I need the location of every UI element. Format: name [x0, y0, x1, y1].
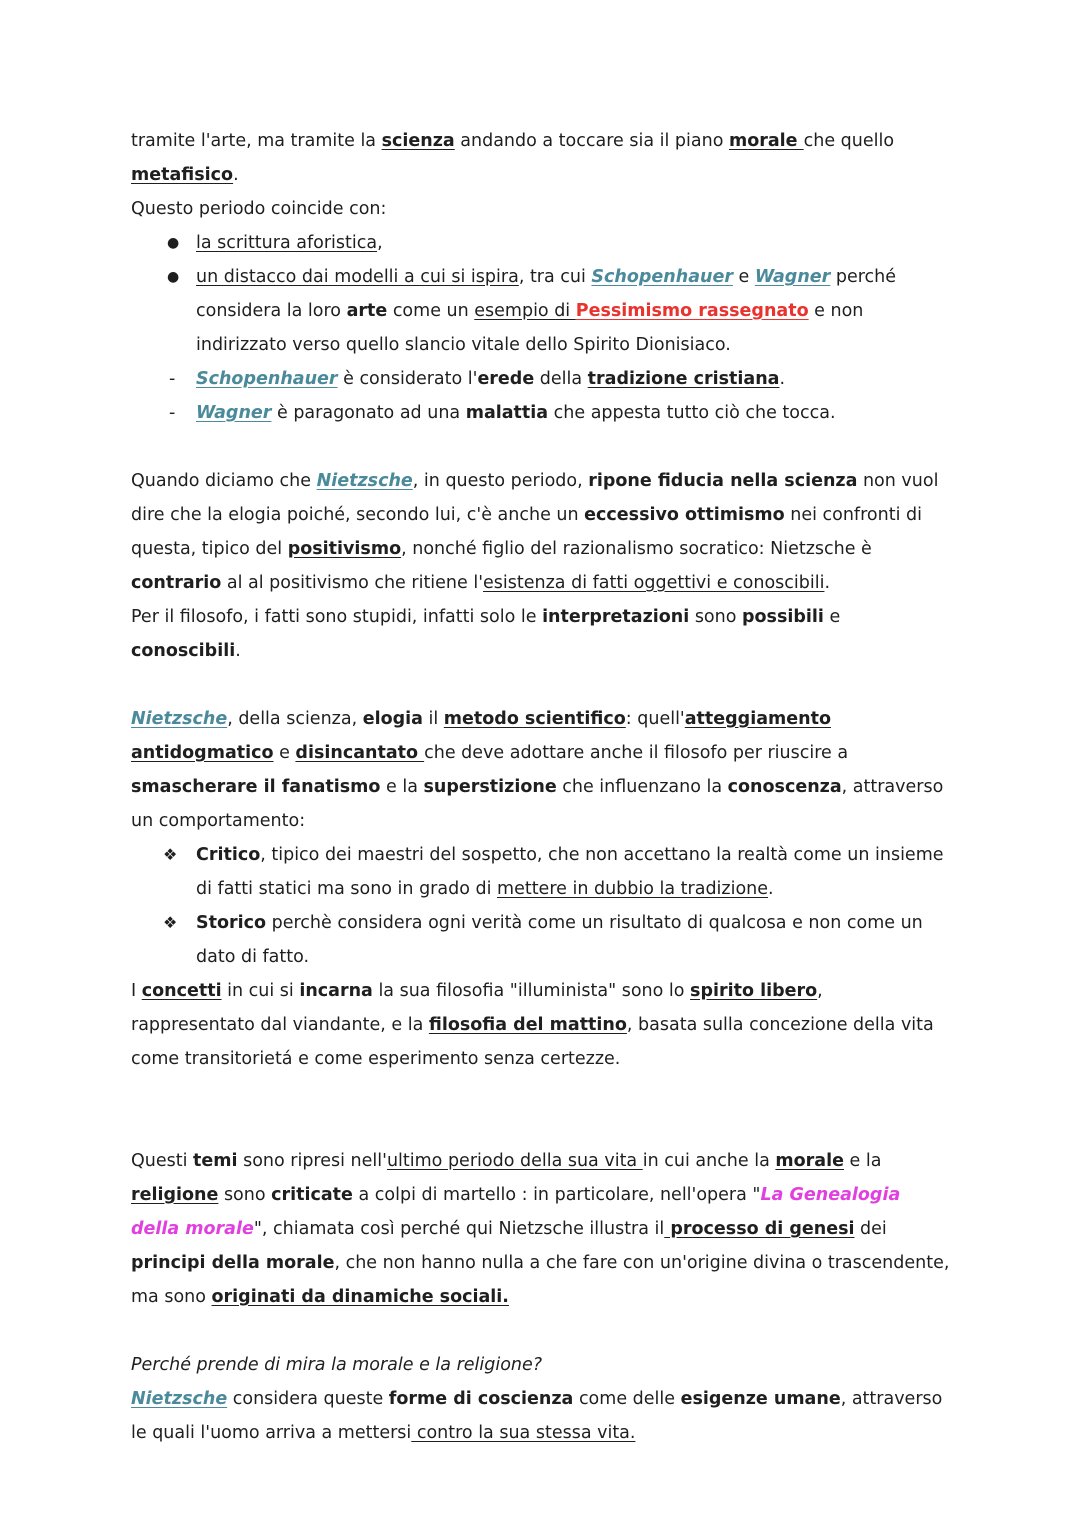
- paragraph-period: Questo periodo coincide con:: [131, 199, 387, 219]
- list-item: ❖ Storico perchè considera ogni verità come un risultato di qualcosa e non come un dato di fatto.: [131, 906, 951, 974]
- paragraph-method: Nietzsche, della scienza, elogia il metodo scientifico: quell'atteggiamento antidogmatico e disincantato che deve adottare anche il filosofo per riuscire a smascherare il fanatismo e la superstizione che influenzano la conoscenza, attraverso un comportamento:: [131, 709, 944, 831]
- document-page: [131, 124, 951, 1450]
- bullet-list: [131, 226, 951, 430]
- paragraph-genealogy: Questi temi sono ripresi nell'ultimo periodo della sua vita in cui anche la morale e la religione sono criticate a colpi di martello : in particolare, nell'opera "La Genealogia della morale", chiamata così perché qui Nietzsche illustra il processo di genesi dei principi della morale, che non hanno nulla a che fare con un'origine divina o trascendente, ma sono originati da dinamiche sociali.: [131, 1151, 950, 1307]
- black-dot-icon: ●: [167, 269, 180, 285]
- list-item: - Wagner è paragonato ad una malattia che appesta tutto ciò che tocca.: [131, 396, 951, 430]
- paragraph-science-trust: Quando diciamo che Nietzsche, in questo periodo, ripone fiducia nella scienza non vuol dire che la elogia poiché, secondo lui, c'è anche un eccessivo ottimismo nei confronti di questa, tipico del positivismo, nonché figlio del razionalismo socratico: Nietzsche è contrario al al positivismo che ritiene l'esistenza di fatti oggettivi e conoscibili.: [131, 471, 939, 593]
- paragraph-question: Perché prende di mira la morale e la religione?: [131, 1355, 543, 1375]
- list-item: ❖ Critico, tipico dei maestri del sospetto, che non accettano la realtà come un insieme di fatti statici ma sono in grado di mettere in dubbio la tradizione.: [131, 838, 951, 906]
- paragraph-answer: Nietzsche considera queste forme di coscienza come delle esigenze umane, attraverso le quali l'uomo arriva a mettersi contro la sua stessa vita.: [131, 1389, 943, 1443]
- dash-icon: -: [169, 403, 176, 423]
- list-item: ● un distacco dai modelli a cui si ispira, tra cui Schopenhauer e Wagner perché considera la loro arte come un esempio di Pessimismo rassegnato e non indirizzato verso quello slancio vitale dello Spirito Dionisiaco.: [131, 260, 951, 362]
- list-item: ● la scrittura aforistica,: [131, 226, 951, 260]
- list-item: - Schopenhauer è considerato l'erede della tradizione cristiana.: [131, 362, 951, 396]
- black-dot-icon: ●: [167, 235, 180, 251]
- paragraph-intro: tramite l'arte, ma tramite la scienza andando a toccare sia il piano morale che quello metafisico.: [131, 131, 895, 185]
- paragraph-concepts: I concetti in cui si incarna la sua filosofia "illuminista" sono lo spirito libero, rappresentato dal viandante, e la filosofia del mattino, basata sulla concezione della vita come transitorietá e come esperimento senza certezze.: [131, 981, 934, 1069]
- diamond-bullet-icon: ❖: [163, 845, 178, 864]
- paragraph-interpretations: Per il filosofo, i fatti sono stupidi, infatti solo le interpretazioni sono possibili e conoscibili.: [131, 607, 841, 661]
- dash-icon: -: [169, 369, 176, 389]
- diamond-bullet-icon: ❖: [163, 913, 178, 932]
- diamond-list: [131, 838, 951, 974]
